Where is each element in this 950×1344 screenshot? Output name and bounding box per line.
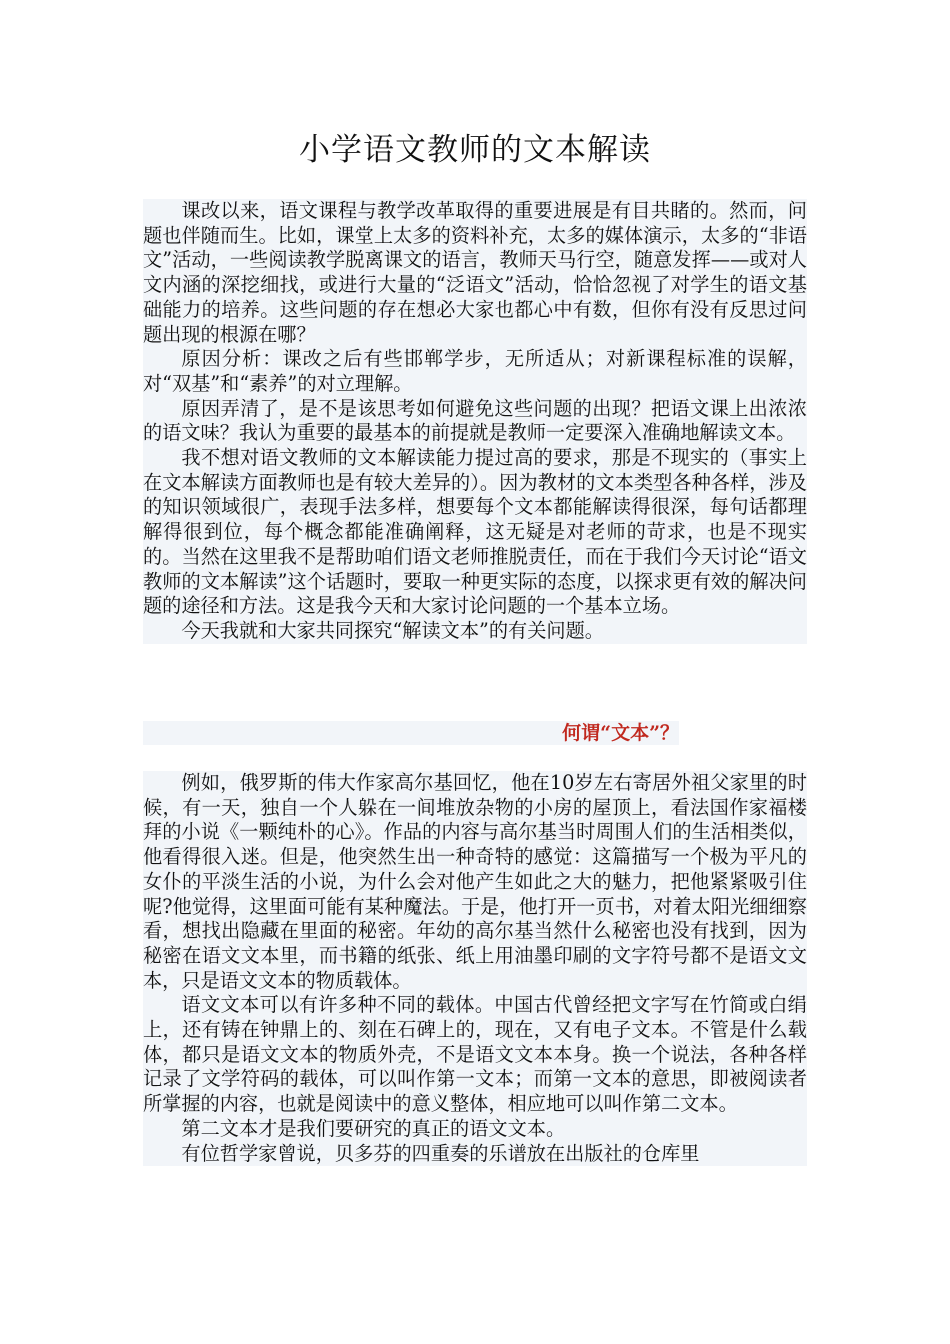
text-definition-section [143,771,807,1166]
paragraph: 语文文本可以有许多种不同的载体。中国古代曾经把文字写在竹简或白绢上，还有铸在钟鼎上的、刻在石碑上的，现在，又有电子文本。不管是什么载体，都只是语文文本的物质外壳，不是语文文本本身。换一个说法，各种各样记录了文学符码的载体，可以叫作第一文本；而第一文本的意思，即被阅读者所掌握的内容，也就是阅读中的意义整体，相应地可以叫作第二文本。 [143,993,807,1116]
document-title: 小学语文教师的文本解读 [299,132,651,168]
paragraph: 原因分析：课改之后有些邯郸学步，无所适从；对新课程标准的误解，对“双基”和“素养”的对立理解。 [143,347,807,395]
paragraph: 第二文本才是我们要研究的真正的语文文本。 [143,1117,807,1142]
paragraph: 课改以来，语文课程与教学改革取得的重要进展是有目共睹的。然而，问题也伴随而生。比如，课堂上太多的资料补充，太多的媒体演示，太多的“非语文”活动，一些阅读教学脱离课文的语言，教师天马行空，随意发挥——或对人文内涵的深挖细找，或进行大量的“泛语文”活动，恰恰忽视了对学生的语文基础能力的培养。这些问题的存在想必大家也都心中有数，但你有没有反思过问题出现的根源在哪？ [143,199,807,346]
paragraph: 原因弄清了，是不是该思考如何避免这些问题的出现？把语文课上出浓浓的语文味？我认为重要的最基本的前提就是教师一定要深入准确地解读文本。 [143,396,807,445]
paragraph: 有位哲学家曾说，贝多芬的四重奏的乐谱放在出版社的仓库里 [143,1142,807,1167]
paragraph: 例如，俄罗斯的伟大作家高尔基回忆，他在10岁左右寄居外祖父家里的时候，有一天，独自一个人躲在一间堆放杂物的小房的屋顶上，看法国作家福楼拜的小说《一颗纯朴的心》。作品的内容与高尔基当时周围人们的生活相类似，他看得很入迷。但是，他突然生出一种奇特的感觉：这篇描写一个极为平凡的女仆的平淡生活的小说，为什么会对他产生如此之大的魅力，把他紧紧吸引住呢?他觉得，这里面可能有某种魔法。于是，他打开一页书，对着太阳光细细察看，想找出隐藏在里面的秘密。年幼的高尔基当然什么秘密也没有找到，因为秘密在语文文本里，而书籍的纸张、纸上用油墨印刷的文字符号都不是语文文本，只是语文文本的物质载体。 [143,771,807,992]
intro-section [143,199,807,644]
section-heading-text: 何谓“文本”？ [562,722,679,744]
paragraph: 今天我就和大家共同探究“解读文本”的有关问题。 [143,619,807,644]
paragraph: 我不想对语文教师的文本解读能力提过高的要求，那是不现实的（事实上在文本解读方面教师也是有较大差异的）。因为教材的文本类型各种各样，涉及的知识领域很广，表现手法多样，想要每个文本都能解读得很深，每句话都理解得很到位，每个概念都能准确阐释，这无疑是对老师的苛求，也是不现实的。当然在这里我不是帮助咱们语文老师推脱责任，而在于我们今天讨论“语文教师的文本解读”这个话题时，要取一种更实际的态度，以探求更有效的解决问题的途径和方法。这是我今天和大家讨论问题的一个基本立场。 [143,446,807,618]
section-heading [143,721,679,745]
